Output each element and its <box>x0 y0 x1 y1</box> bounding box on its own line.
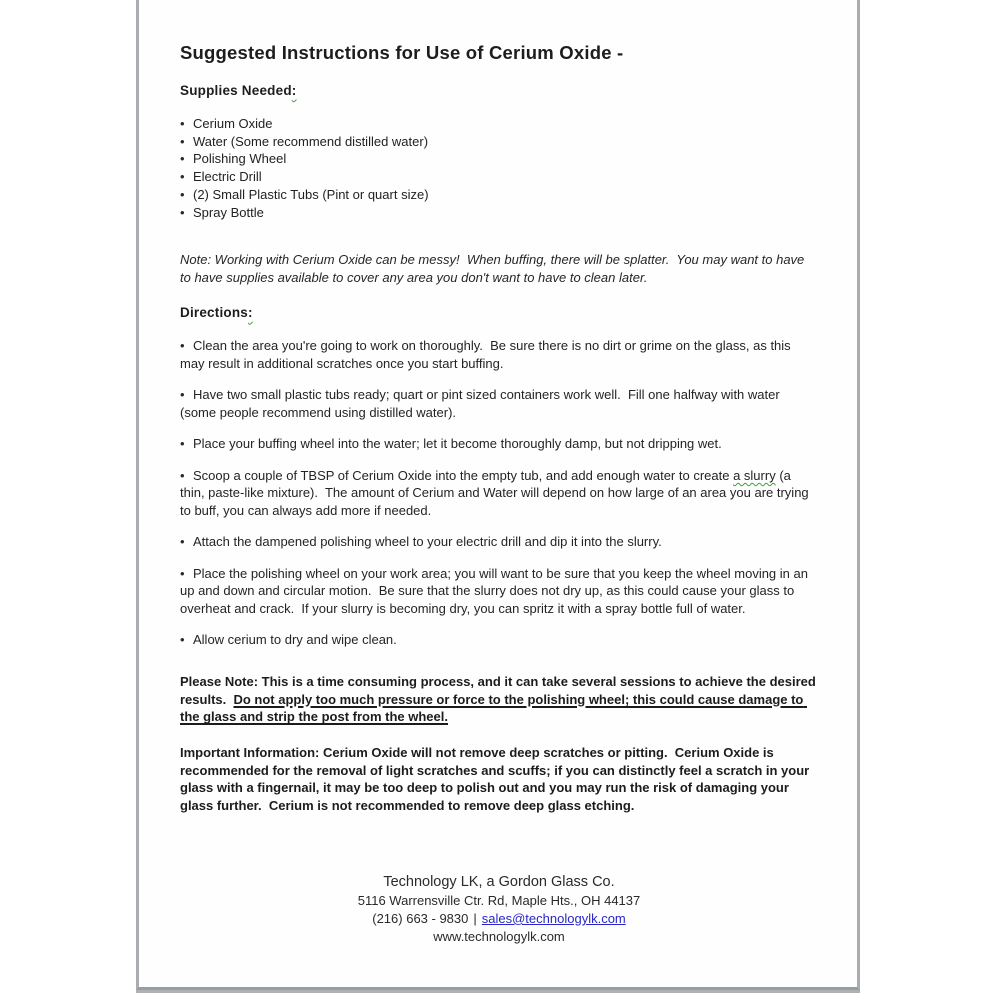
list-item <box>180 133 818 151</box>
bullet-icon: • <box>180 436 185 452</box>
contact-line <box>180 910 818 928</box>
please-note-underlined-text: Do not apply too much pressure or force to the polishing wheel; this could cause damage to the glass and strip the post from the wheel. <box>180 691 807 725</box>
list-item <box>180 186 818 204</box>
list-item-text: Electric Drill <box>193 169 262 185</box>
list-item <box>180 168 818 186</box>
step-text: Have two small plastic tubs ready; quart or pint sized containers work well. Fill one halfway with water (some people recommend using distilled water). <box>180 387 784 420</box>
bullet-icon: • <box>180 338 185 354</box>
bullet-icon: • <box>180 387 185 403</box>
supplies-heading <box>180 83 818 98</box>
note-paragraph: Note: Working with Cerium Oxide can be messy! When buffing, there will be splatter. You may want to have to have supplies available to cover any area you don't want to have to clean later. <box>180 252 808 285</box>
list-item-text: Cerium Oxide <box>193 116 273 131</box>
step-text: Scoop a couple of TBSP of Cerium Oxide into the empty tub, and add enough water to create <box>193 467 734 483</box>
direction-step <box>180 631 818 649</box>
step-text: Place your buffing wheel into the water; let it become thoroughly damp, but not dripping wet. <box>193 436 722 452</box>
important-info-paragraph: Important Information: Cerium Oxide will not remove deep scratches or pitting. Cerium Oxide is recommended for the removal of light scratches and scuffs; if you can distinctly feel a scratch in your glass with a fingernail, it may be too deep to polish out and you may run the risk of damaging your glass further. Cerium is not recommended to remove deep glass etching. <box>180 745 813 814</box>
bullet-icon: • <box>180 186 185 202</box>
directions-heading <box>180 305 818 320</box>
bullet-icon: • <box>180 151 185 167</box>
list-item <box>180 204 818 222</box>
bullet-icon: • <box>180 204 185 220</box>
directions-steps <box>180 337 818 649</box>
document-content <box>139 0 857 987</box>
footer <box>180 873 818 946</box>
supplies-heading-colon: : <box>291 83 297 98</box>
bullet-icon: • <box>180 534 185 550</box>
list-item-text: Polishing Wheel <box>193 151 287 167</box>
step-text: (a thin, paste-like mixture). The amount of Cerium and Water will depend on how large of an area you are trying to buff, you can always add more if needed. <box>180 467 813 518</box>
spellcheck-flagged-text: a slurry <box>733 467 776 483</box>
direction-step <box>180 565 818 618</box>
directions-heading-colon: : <box>248 305 253 321</box>
document-page <box>136 0 860 990</box>
direction-step <box>180 467 818 520</box>
separator: | <box>473 910 477 926</box>
supplies-heading-text: Supplies Needed <box>180 83 292 98</box>
website: www.technologylk.com <box>433 928 565 944</box>
bullet-icon: • <box>180 467 185 483</box>
direction-step <box>180 386 818 421</box>
bullet-icon: • <box>180 116 185 131</box>
bullet-icon: • <box>180 565 185 581</box>
supplies-list <box>180 115 818 221</box>
list-item <box>180 115 818 133</box>
direction-step <box>180 533 818 551</box>
bullet-icon: • <box>180 169 185 185</box>
step-text: Attach the dampened polishing wheel to your electric drill and dip it into the slurry. <box>193 534 662 550</box>
list-item-text: (2) Small Plastic Tubs (Pint or quart size) <box>193 186 429 202</box>
direction-step <box>180 337 818 372</box>
company-address: 5116 Warrensville Ctr. Rd, Maple Hts., OH 44137 <box>357 892 641 908</box>
please-note-text: Please Note: This is a time consuming process, and it can take several sessions to achieve the desired results. <box>180 673 820 707</box>
please-note-paragraph <box>180 673 818 726</box>
direction-step <box>180 435 818 453</box>
step-text: Allow cerium to dry and wipe clean. <box>193 632 397 648</box>
step-text: Place the polishing wheel on your work area; you will want to be sure that you keep the wheel moving in an up and down and circular motion. Be sure that the slurry does not dry up, as this could cause your glass to overheat and crack. If your slurry is becoming dry, you can spritz it with a spray bottle full of water. <box>180 565 812 616</box>
list-item-text: Water (Some recommend distilled water) <box>193 133 429 149</box>
bullet-icon: • <box>180 632 185 648</box>
page-title: Suggested Instructions for Use of Cerium Oxide - <box>180 42 624 63</box>
phone-number: (216) 663 - 9830 <box>372 910 469 926</box>
list-item-text: Spray Bottle <box>193 204 264 220</box>
company-name: Technology LK, a Gordon Glass Co. <box>383 873 615 890</box>
step-text: Clean the area you're going to work on thoroughly. Be sure there is no dirt or grime on the glass, as this may result in additional scratches once you start buffing. <box>180 338 795 371</box>
bullet-icon: • <box>180 133 185 149</box>
list-item <box>180 150 818 168</box>
email-link[interactable]: sales@technologylk.com <box>481 910 626 926</box>
directions-heading-text: Directions <box>180 305 249 321</box>
